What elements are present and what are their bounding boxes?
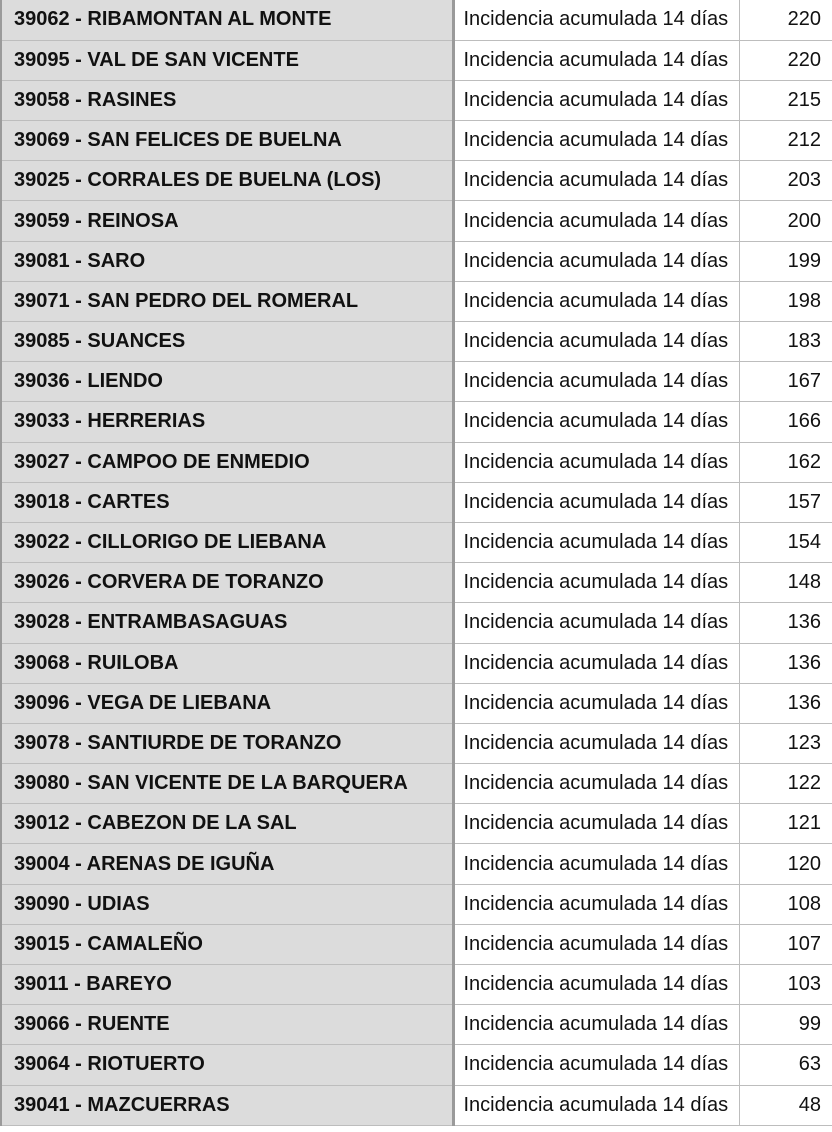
- table-row: [1, 764, 832, 804]
- municipality-cell[interactable]: 39062 - RIBAMONTAN AL MONTE: [1, 0, 453, 40]
- municipality-cell[interactable]: 39025 - CORRALES DE BUELNA (LOS): [1, 161, 453, 201]
- municipality-cell[interactable]: 39022 - CILLORIGO DE LIEBANA: [1, 522, 453, 562]
- indicator-cell[interactable]: Incidencia acumulada 14 días: [453, 322, 739, 362]
- municipality-cell[interactable]: 39066 - RUENTE: [1, 1005, 453, 1045]
- value-cell[interactable]: 108: [739, 884, 832, 924]
- indicator-cell[interactable]: Incidencia acumulada 14 días: [453, 884, 739, 924]
- table-body: [1, 0, 832, 1125]
- table-row: [1, 723, 832, 763]
- table-row: [1, 1005, 832, 1045]
- table-row: [1, 1085, 832, 1125]
- table-row: [1, 40, 832, 80]
- table-row: [1, 884, 832, 924]
- table-row: [1, 281, 832, 321]
- indicator-cell[interactable]: Incidencia acumulada 14 días: [453, 201, 739, 241]
- value-cell[interactable]: 136: [739, 603, 832, 643]
- indicator-cell[interactable]: Incidencia acumulada 14 días: [453, 80, 739, 120]
- municipality-cell[interactable]: 39015 - CAMALEÑO: [1, 924, 453, 964]
- municipality-cell[interactable]: 39011 - BAREYO: [1, 965, 453, 1005]
- indicator-cell[interactable]: Incidencia acumulada 14 días: [453, 0, 739, 40]
- table-row: [1, 804, 832, 844]
- municipality-cell[interactable]: 39071 - SAN PEDRO DEL ROMERAL: [1, 281, 453, 321]
- municipality-cell[interactable]: 39033 - HERRERIAS: [1, 402, 453, 442]
- value-cell[interactable]: 166: [739, 402, 832, 442]
- municipality-cell[interactable]: 39096 - VEGA DE LIEBANA: [1, 683, 453, 723]
- municipality-cell[interactable]: 39064 - RIOTUERTO: [1, 1045, 453, 1085]
- table-row: [1, 844, 832, 884]
- municipality-cell[interactable]: 39081 - SARO: [1, 241, 453, 281]
- value-cell[interactable]: 199: [739, 241, 832, 281]
- indicator-cell[interactable]: Incidencia acumulada 14 días: [453, 1045, 739, 1085]
- municipality-cell[interactable]: 39041 - MAZCUERRAS: [1, 1085, 453, 1125]
- table-row: [1, 603, 832, 643]
- table-row: [1, 402, 832, 442]
- table-row: [1, 80, 832, 120]
- value-cell[interactable]: 157: [739, 482, 832, 522]
- indicator-cell[interactable]: Incidencia acumulada 14 días: [453, 643, 739, 683]
- value-cell[interactable]: 198: [739, 281, 832, 321]
- municipality-cell[interactable]: 39026 - CORVERA DE TORANZO: [1, 563, 453, 603]
- value-cell[interactable]: 99: [739, 1005, 832, 1045]
- indicator-cell[interactable]: Incidencia acumulada 14 días: [453, 804, 739, 844]
- value-cell[interactable]: 220: [739, 0, 832, 40]
- table-row: [1, 643, 832, 683]
- municipality-cell[interactable]: 39004 - ARENAS DE IGUÑA: [1, 844, 453, 884]
- indicator-cell[interactable]: Incidencia acumulada 14 días: [453, 402, 739, 442]
- value-cell[interactable]: 148: [739, 563, 832, 603]
- value-cell[interactable]: 122: [739, 764, 832, 804]
- municipality-cell[interactable]: 39036 - LIENDO: [1, 362, 453, 402]
- municipality-cell[interactable]: 39080 - SAN VICENTE DE LA BARQUERA: [1, 764, 453, 804]
- table-row: [1, 121, 832, 161]
- value-cell[interactable]: 162: [739, 442, 832, 482]
- table-row: [1, 0, 832, 40]
- table-row: [1, 241, 832, 281]
- municipality-cell[interactable]: 39068 - RUILOBA: [1, 643, 453, 683]
- municipality-cell[interactable]: 39012 - CABEZON DE LA SAL: [1, 804, 453, 844]
- value-cell[interactable]: 103: [739, 965, 832, 1005]
- value-cell[interactable]: 123: [739, 723, 832, 763]
- value-cell[interactable]: 136: [739, 643, 832, 683]
- municipality-cell[interactable]: 39058 - RASINES: [1, 80, 453, 120]
- municipality-cell[interactable]: 39028 - ENTRAMBASAGUAS: [1, 603, 453, 643]
- municipality-cell[interactable]: 39095 - VAL DE SAN VICENTE: [1, 40, 453, 80]
- municipality-cell[interactable]: 39018 - CARTES: [1, 482, 453, 522]
- indicator-cell[interactable]: Incidencia acumulada 14 días: [453, 1005, 739, 1045]
- value-cell[interactable]: 63: [739, 1045, 832, 1085]
- value-cell[interactable]: 121: [739, 804, 832, 844]
- table-row: [1, 322, 832, 362]
- value-cell[interactable]: 200: [739, 201, 832, 241]
- value-cell[interactable]: 203: [739, 161, 832, 201]
- indicator-cell[interactable]: Incidencia acumulada 14 días: [453, 764, 739, 804]
- table-row: [1, 1045, 832, 1085]
- table-row: [1, 965, 832, 1005]
- value-cell[interactable]: 136: [739, 683, 832, 723]
- value-cell[interactable]: 183: [739, 322, 832, 362]
- indicator-cell[interactable]: Incidencia acumulada 14 días: [453, 482, 739, 522]
- indicator-cell[interactable]: Incidencia acumulada 14 días: [453, 241, 739, 281]
- table-row: [1, 522, 832, 562]
- indicator-cell[interactable]: Incidencia acumulada 14 días: [453, 362, 739, 402]
- indicator-cell[interactable]: Incidencia acumulada 14 días: [453, 1085, 739, 1125]
- value-cell[interactable]: 215: [739, 80, 832, 120]
- municipality-cell[interactable]: 39085 - SUANCES: [1, 322, 453, 362]
- value-cell[interactable]: 107: [739, 924, 832, 964]
- table-row: [1, 442, 832, 482]
- indicator-cell[interactable]: Incidencia acumulada 14 días: [453, 683, 739, 723]
- indicator-cell[interactable]: Incidencia acumulada 14 días: [453, 924, 739, 964]
- table-row: [1, 563, 832, 603]
- indicator-cell[interactable]: Incidencia acumulada 14 días: [453, 40, 739, 80]
- table-row: [1, 161, 832, 201]
- value-cell[interactable]: 212: [739, 121, 832, 161]
- indicator-cell[interactable]: Incidencia acumulada 14 días: [453, 281, 739, 321]
- value-cell[interactable]: 220: [739, 40, 832, 80]
- indicator-cell[interactable]: Incidencia acumulada 14 días: [453, 563, 739, 603]
- indicator-cell[interactable]: Incidencia acumulada 14 días: [453, 522, 739, 562]
- municipality-cell[interactable]: 39078 - SANTIURDE DE TORANZO: [1, 723, 453, 763]
- municipality-cell[interactable]: 39027 - CAMPOO DE ENMEDIO: [1, 442, 453, 482]
- value-cell[interactable]: 120: [739, 844, 832, 884]
- indicator-cell[interactable]: Incidencia acumulada 14 días: [453, 965, 739, 1005]
- indicator-cell[interactable]: Incidencia acumulada 14 días: [453, 121, 739, 161]
- indicator-cell[interactable]: Incidencia acumulada 14 días: [453, 442, 739, 482]
- indicator-cell[interactable]: Incidencia acumulada 14 días: [453, 603, 739, 643]
- table-row: [1, 201, 832, 241]
- municipality-cell[interactable]: 39090 - UDIAS: [1, 884, 453, 924]
- table-row: [1, 482, 832, 522]
- municipality-cell[interactable]: 39069 - SAN FELICES DE BUELNA: [1, 121, 453, 161]
- municipality-cell[interactable]: 39059 - REINOSA: [1, 201, 453, 241]
- value-cell[interactable]: 48: [739, 1085, 832, 1125]
- table-row: [1, 924, 832, 964]
- indicator-cell[interactable]: Incidencia acumulada 14 días: [453, 844, 739, 884]
- table-row: [1, 362, 832, 402]
- value-cell[interactable]: 167: [739, 362, 832, 402]
- value-cell[interactable]: 154: [739, 522, 832, 562]
- indicator-cell[interactable]: Incidencia acumulada 14 días: [453, 161, 739, 201]
- table-row: [1, 683, 832, 723]
- indicator-cell[interactable]: Incidencia acumulada 14 días: [453, 723, 739, 763]
